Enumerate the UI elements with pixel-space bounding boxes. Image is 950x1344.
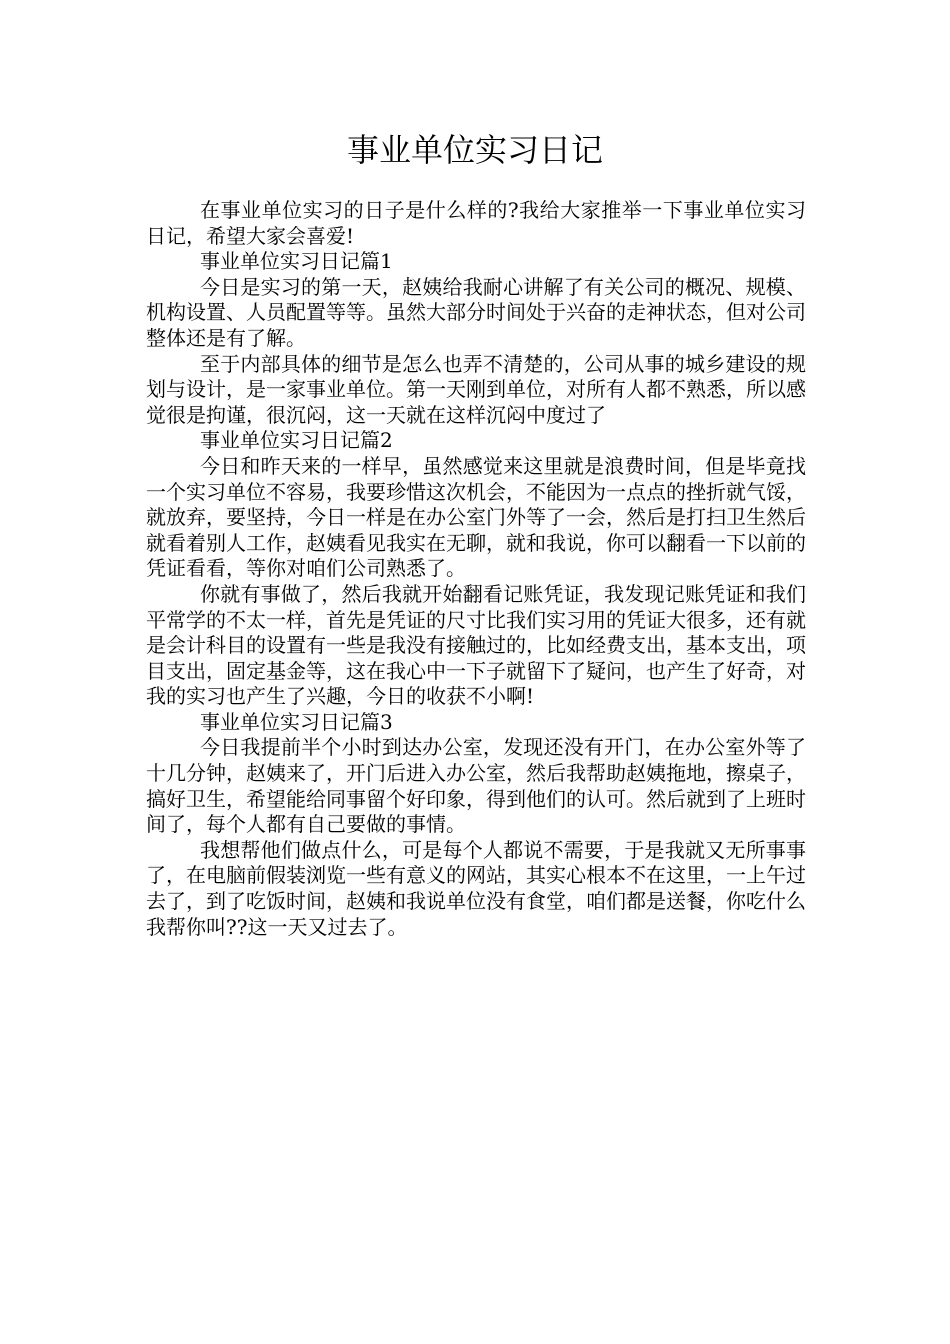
paragraph: 至于内部具体的细节是怎么也弄不清楚的，公司从事的城乡建设的规划与设计，是一家事业单位。第一天刚到单位，对所有人都不熟悉，所以感觉很是拘谨，很沉闷，这一天就在这样沉闷中度过了 [146, 351, 806, 427]
document-body [146, 198, 806, 940]
paragraph-intro: 在事业单位实习的日子是什么样的?我给大家推举一下事业单位实习日记，希望大家会喜爱! [146, 198, 806, 248]
paragraph: 今日和昨天来的一样早，虽然感觉来这里就是浪费时间，但是毕竟找一个实习单位不容易，我要珍惜这次机会，不能因为一点点的挫折就气馁，就放弃，要坚持，今日一样是在办公室门外等了一会，然后是打扫卫生然后就看着别人工作，赵姨看见我实在无聊，就和我说，你可以翻看一下以前的凭证看看，等你对咱们公司熟悉了。 [146, 453, 806, 581]
paragraph: 我想帮他们做点什么，可是每个人都说不需要，于是我就又无所事事了，在电脑前假装浏览一些有意义的网站，其实心根本不在这里，一上午过去了，到了吃饭时间，赵姨和我说单位没有食堂，咱们都是送餐，你吃什么我帮你叫??这一天又过去了。 [146, 837, 806, 939]
paragraph: 今日是实习的第一天，赵姨给我耐心讲解了有关公司的概况、规模、机构设置、人员配置等等。虽然大部分时间处于兴奋的走神状态，但对公司整体还是有了解。 [146, 274, 806, 350]
paragraph: 你就有事做了，然后我就开始翻看记账凭证，我发现记账凭证和我们平常学的不太一样，首先是凭证的尺寸比我们实习用的凭证大很多，还有就是会计科目的设置有一些是我没有接触过的，比如经费支出，基本支出，项目支出，固定基金等，这在我心中一下子就留下了疑问，也产生了好奇，对我的实习也产生了兴趣，今日的收获不小啊! [146, 581, 806, 709]
document-title: 事业单位实习日记 [346, 131, 603, 169]
paragraph: 今日我提前半个小时到达办公室，发现还没有开门，在办公室外等了十几分钟，赵姨来了，开门后进入办公室，然后我帮助赵姨拖地，擦桌子，搞好卫生，希望能给同事留个好印象，得到他们的认可。然后就到了上班时间了，每个人都有自己要做的事情。 [146, 735, 806, 837]
section-heading-2: 事业单位实习日记篇2 [200, 428, 393, 453]
section-heading-3: 事业单位实习日记篇3 [200, 709, 393, 734]
section-heading-1: 事业单位实习日记篇1 [200, 249, 393, 274]
